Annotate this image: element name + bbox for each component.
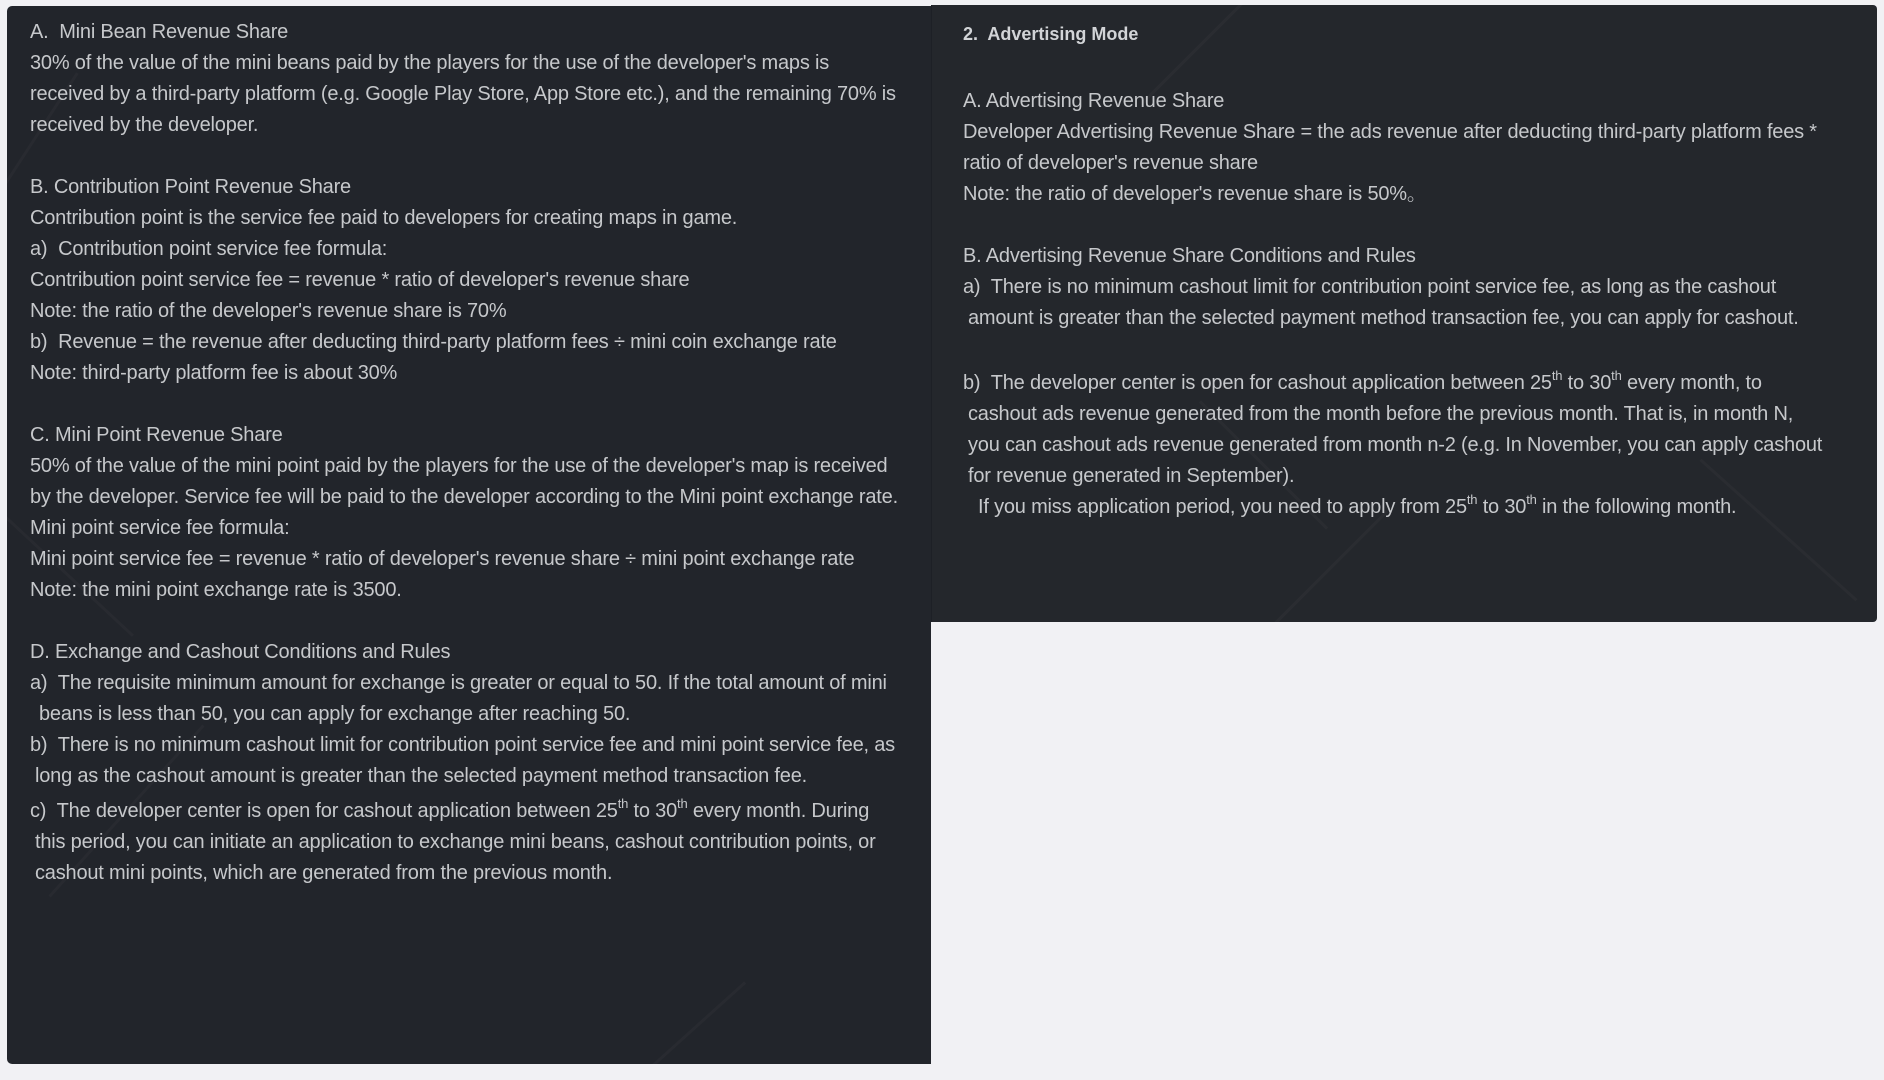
advertising-mode-doc-text xyxy=(932,5,1877,523)
doc-paragraph: b) There is no minimum cashout limit for contribution point service fee and mini point service fee, as long as the cashout amount is greater than the selected payment method transaction fee. xyxy=(30,734,895,787)
doc-paragraph: Developer Advertising Revenue Share = the ads revenue after deducting third-party platform fees * ratio of developer's revenue share xyxy=(963,121,1817,174)
revenue-share-panel xyxy=(7,6,931,1064)
section-heading: D. Exchange and Cashout Conditions and Rules xyxy=(30,641,451,663)
section-heading: A. Mini Bean Revenue Share xyxy=(30,21,289,43)
doc-paragraph: c) The developer center is open for cashout application between 25th to 30th every month. During this period, you can initiate an application to exchange mini beans, cashout contribution points, or cashout mini points, which are generated from the previous month. xyxy=(30,796,876,884)
section-heading: 2. Advertising Mode xyxy=(963,24,1139,44)
doc-paragraph: Note: the ratio of developer's revenue share is 50%。 xyxy=(963,183,1427,205)
doc-paragraph: 30% of the value of the mini beans paid by the players for the use of the developer's maps is received by a third-party platform (e.g. Google Play Store, App Store etc.), and the remaining 70% is received by the developer. xyxy=(30,52,896,136)
doc-paragraph: Note: the ratio of the developer's revenue share is 70% xyxy=(30,300,507,322)
section-heading: B. Contribution Point Revenue Share xyxy=(30,176,351,198)
watermark-streak xyxy=(581,981,746,1064)
doc-paragraph: Note: the mini point exchange rate is 3500. xyxy=(30,579,402,601)
doc-paragraph: b) The developer center is open for cashout application between 25th to 30th every month, to cashout ads revenue generated from the month before the previous month. That is, in month N, you can cashout ads revenue generated from month n-2 (e.g. In November, you can apply cashout for revenue generated in September). xyxy=(963,368,1823,487)
doc-paragraph: Mini point service fee formula: xyxy=(30,517,290,539)
watermark-streak xyxy=(1259,510,1388,622)
doc-paragraph: a) There is no minimum cashout limit for contribution point service fee, as long as the cashout amount is greater than the selected payment method transaction fee, you can apply for cashout. xyxy=(963,276,1799,329)
doc-paragraph: Note: third-party platform fee is about 30% xyxy=(30,362,398,384)
section-heading: C. Mini Point Revenue Share xyxy=(30,424,283,446)
section-heading: A. Advertising Revenue Share xyxy=(963,90,1225,112)
revenue-share-doc-text xyxy=(7,6,931,889)
doc-paragraph: Mini point service fee = revenue * ratio of developer's revenue share ÷ mini point exchange rate xyxy=(30,548,855,570)
doc-paragraph: a) The requisite minimum amount for exchange is greater or equal to 50. If the total amount of mini beans is less than 50, you can apply for exchange after reaching 50. xyxy=(30,672,887,725)
advertising-mode-panel xyxy=(931,5,1877,622)
doc-paragraph: a) Contribution point service fee formula: xyxy=(30,238,388,260)
doc-paragraph: 50% of the value of the mini point paid by the players for the use of the developer's map is received by the developer. Service fee will be paid to the developer according to the Mini point exchange rate. xyxy=(30,455,898,508)
doc-paragraph: b) Revenue = the revenue after deducting third-party platform fees ÷ mini coin exchange rate xyxy=(30,331,837,353)
doc-paragraph: Contribution point service fee = revenue * ratio of developer's revenue share xyxy=(30,269,690,291)
section-heading: B. Advertising Revenue Share Conditions and Rules xyxy=(963,245,1416,267)
doc-paragraph: Contribution point is the service fee paid to developers for creating maps in game. xyxy=(30,207,738,229)
doc-paragraph: If you miss application period, you need to apply from 25th to 30th in the following month. xyxy=(978,492,1737,518)
